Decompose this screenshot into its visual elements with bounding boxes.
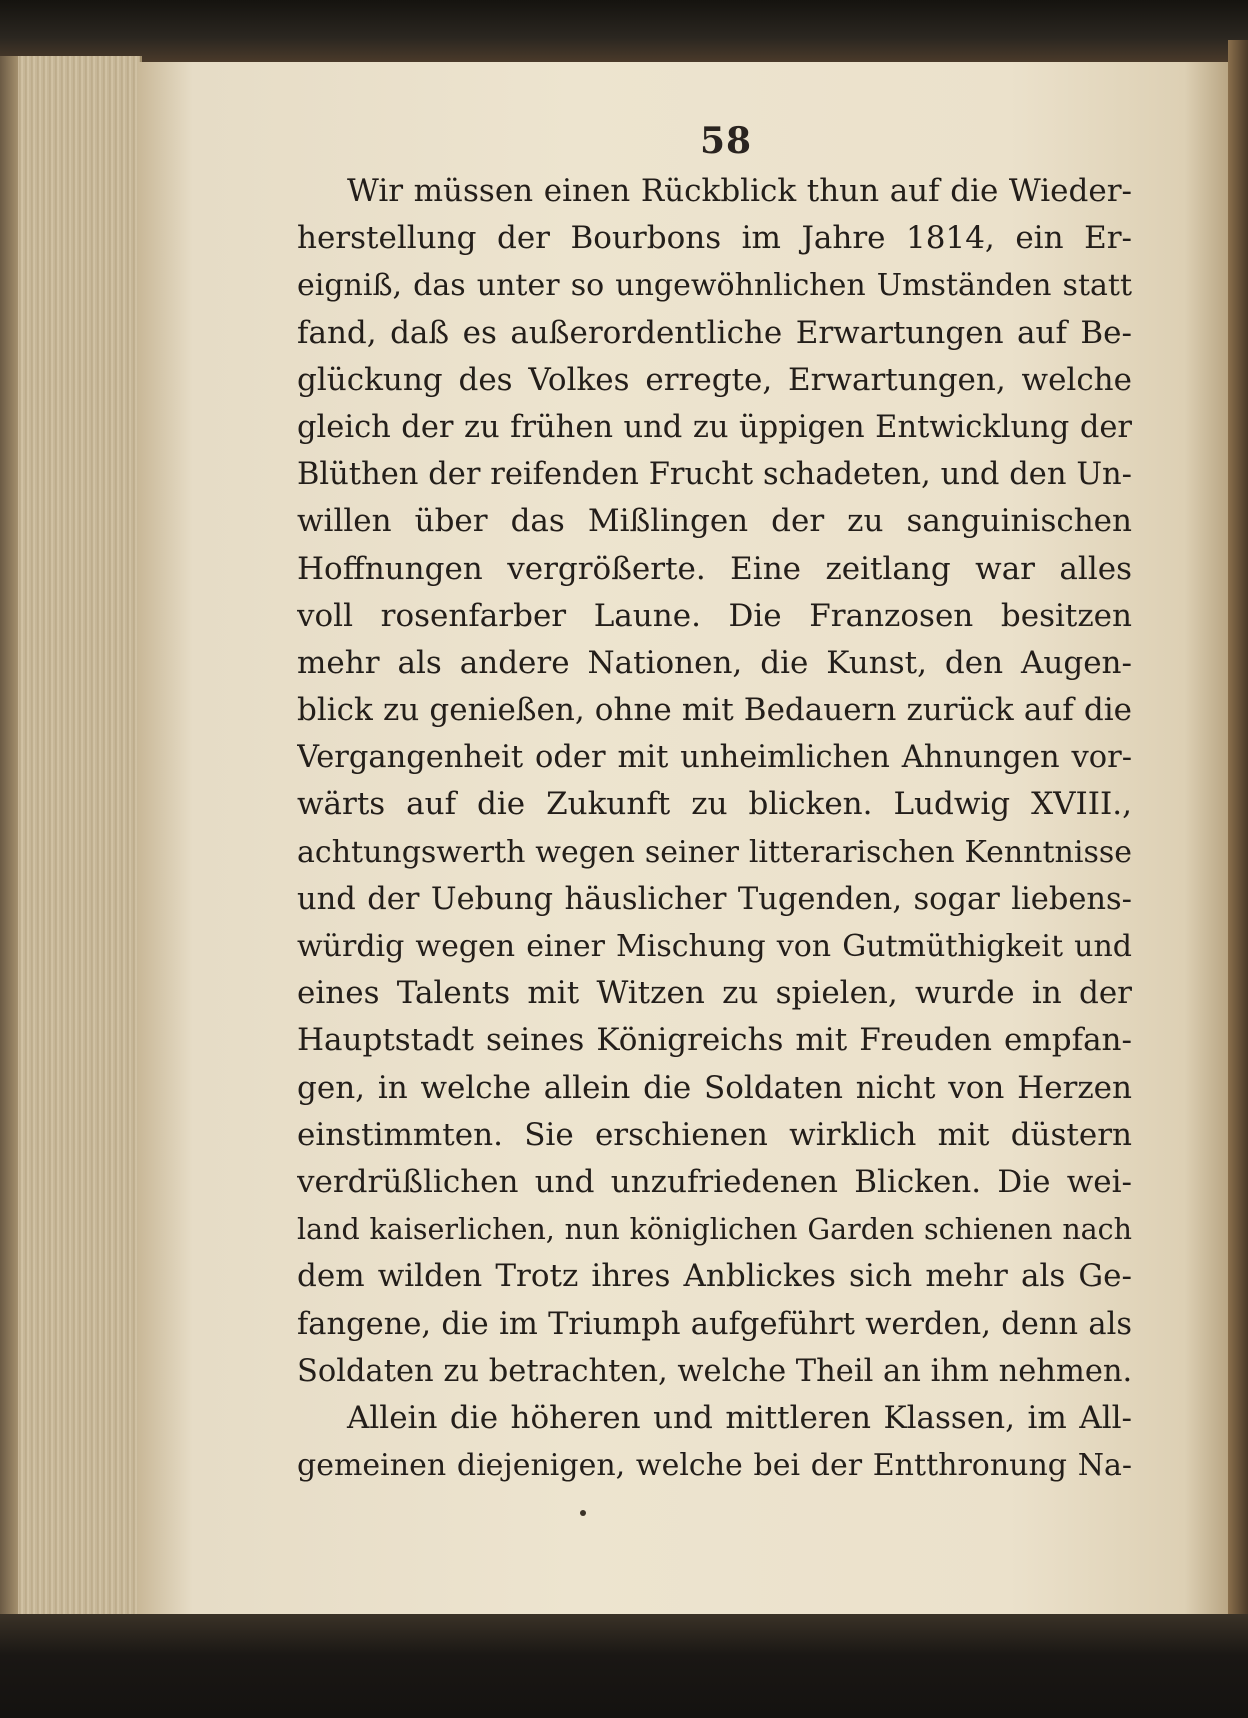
text-line: und der Uebung häuslicher Tugenden, sogar liebens- [297,881,1132,917]
page-number: 58 [700,120,753,162]
text-line: gen, in welche allein die Soldaten nicht von Herzen [297,1069,1132,1106]
text-line: willen über das Mißlingen der zu sanguinischen [297,503,1132,540]
text-line: herstellung der Bourbons im Jahre 1814, ein Er- [297,220,1132,257]
text-line: land kaiserlichen, nun königlichen Garden schienen nach [297,1213,1132,1247]
page-edges [0,56,142,1616]
body-text [297,168,1132,1489]
text-line: einstimmten. Sie erschienen wirklich mit düstern [297,1116,1132,1153]
book-cover-top [0,0,1248,62]
text-line: Soldaten zu betrachten, welche Theil an ihm nehmen. [297,1353,1132,1389]
text-line: gemeinen diejenigen, welche bei der Entthronung Na- [297,1448,1132,1484]
ink-speck [580,1510,586,1516]
text-line: blick zu genießen, ohne mit Bedauern zurück auf die [297,692,1132,729]
text-line: wärts auf die Zukunft zu blicken. Ludwig XVIII., [297,786,1132,823]
text-line: Wir müssen einen Rückblick thun auf die Wieder- [347,173,1132,209]
text-line: Hoffnungen vergrößerte. Eine zeitlang war alles [297,550,1132,587]
text-line: Vergangenheit oder mit unheimlichen Ahnungen vor- [297,740,1132,776]
text-line: verdrüßlichen und unzufriedenen Blicken. Die wei- [297,1163,1132,1200]
text-line: glückung des Volkes erregte, Erwartungen, welche [297,361,1132,398]
text-line: eigniß, das unter so ungewöhnlichen Umständen statt [297,268,1132,304]
text-line: dem wilden Trotz ihres Anblickes sich mehr als Ge- [297,1258,1132,1295]
text-line: gleich der zu frühen und zu üppigen Entwicklung der [297,409,1132,445]
text-line: fangene, die im Triumph aufgeführt werden, denn als [297,1306,1132,1342]
text-line: Hauptstadt seines Königreichs mit Freuden empfan- [297,1022,1132,1059]
text-line: Blüthen der reifenden Frucht schadeten, und den Un- [297,457,1132,493]
text-line: voll rosenfarber Laune. Die Franzosen besitzen [297,597,1132,634]
text-line: eines Talents mit Witzen zu spielen, wurde in der [297,975,1132,1012]
text-line: achtungswerth wegen seiner litterarischen Kenntnisse [297,834,1132,870]
book-cover-right [1228,40,1248,1640]
text-line: mehr als andere Nationen, die Kunst, den Augen- [297,644,1132,681]
book-bottom-shadow [0,1614,1248,1718]
text-line: fand, daß es außerordentliche Erwartungen auf Be- [297,314,1132,351]
text-line: würdig wegen einer Mischung von Gutmüthigkeit und [297,929,1132,964]
text-line: Allein die höheren und mittleren Klassen, im All- [347,1399,1132,1436]
